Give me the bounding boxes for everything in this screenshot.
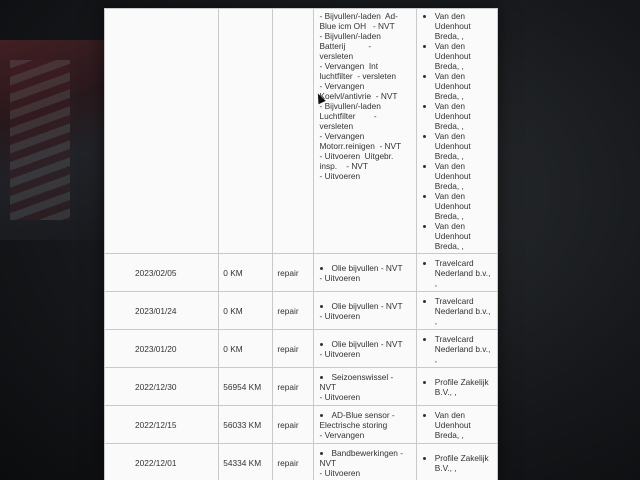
supplier-item [435,71,494,101]
task-line: - Uitvoeren [319,272,361,283]
km-cell: 56033 KM [219,406,273,444]
type-cell: repair [273,444,313,480]
type-cell: repair [273,368,313,406]
supplier-item [435,191,494,221]
supplier-line: • Van den [434,41,466,51]
table-row [105,9,498,254]
task-line: NVT - Uitvoeren [319,381,361,402]
km-cell: 0 KM [219,254,273,292]
date-cell: 2022/12/15 [105,406,219,444]
task-line: Olie bijvullen - NVT [331,338,403,349]
task-line: Motorr.reinigen - NVT [319,141,402,151]
task-line: NVT - Uitvoeren [319,457,361,478]
task-item [332,410,412,420]
supplier-line: • Van den [434,221,466,231]
table-row [105,368,498,406]
supplier-cell [416,406,497,444]
supplier-line: Breda, , [434,31,464,41]
tasks-cell [313,9,416,254]
tasks-cell [313,444,416,480]
task-line: luchtfilter - versleten [319,71,397,81]
task-line: Bandbewerkingen - [331,447,403,458]
tasks-cell [313,254,416,292]
table-row [105,406,498,444]
laptop-screen [104,8,498,480]
task-line: - Vervangen [319,81,365,91]
date-cell: 2022/12/01 [105,444,219,480]
task-line: Batterij - [319,41,372,51]
task-line: Seizoenswissel - [331,371,394,382]
supplier-line: • Van den [434,71,466,81]
supplier-line: • Van den [434,161,466,171]
supplier-line: Udenhout [434,171,471,181]
maintenance-history-table [104,8,498,480]
supplier-line: Udenhout [434,231,471,241]
task-line: - Uitvoeren [319,171,361,181]
supplier-cell [416,254,497,292]
supplier-item [435,101,494,131]
task-item [332,448,412,458]
task-line: Koelvl/antivrie - NVT [319,91,398,101]
type-cell: repair [273,406,313,444]
supplier-item [435,131,494,161]
supplier-line: Udenhout [434,51,471,61]
task-item [332,339,412,349]
table-row [105,292,498,330]
task-line: - Bijvullen/-laden [319,101,381,111]
supplier-item [435,161,494,191]
task-line: Olie bijvullen - NVT [331,262,403,273]
km-cell: 0 KM [219,330,273,368]
tasks-cell [313,406,416,444]
table-row [105,444,498,480]
supplier-cell [416,9,497,254]
task-line: - Vervangen [319,131,365,141]
type-cell: repair [273,330,313,368]
task-line: - Vervangen Int [319,61,379,71]
table-row [105,254,498,292]
task-line: versleten [319,51,354,61]
supplier-line: Udenhout [434,81,471,91]
table-row [105,330,498,368]
task-item [332,372,412,382]
supplier-line: • Van den [434,131,466,141]
supplier-item: • Van den Udenhout Breda, , [435,410,494,440]
supplier-line: • Van den [434,191,466,201]
type-cell: repair [273,292,313,330]
supplier-item: • Travelcard Nederland b.v., , [435,334,494,364]
supplier-item [435,221,494,251]
km-cell [219,9,273,254]
date-cell [105,9,219,254]
supplier-cell [416,292,497,330]
task-line: AD-Blue sensor - [331,409,395,420]
supplier-item: • Travelcard Nederland b.v., , [435,258,494,288]
supplier-line: Udenhout [434,111,471,121]
task-item [332,301,412,311]
task-line: - Bijvullen/-laden Ad- [319,11,398,21]
km-cell: 56954 KM [219,368,273,406]
km-cell: 0 KM [219,292,273,330]
supplier-line: Breda, , [434,91,464,101]
date-cell: 2023/02/05 [105,254,219,292]
tasks-cell [313,368,416,406]
task-line: insp. - NVT [319,161,368,171]
supplier-line: • Van den [434,101,466,111]
supplier-item: • Profile Zakelijk B.V., , [435,453,494,473]
supplier-line: Breda, , [434,181,464,191]
tasks-cell [313,330,416,368]
type-cell: repair [273,254,313,292]
supplier-line: Breda, , [434,211,464,221]
supplier-cell [416,444,497,480]
task-line: Luchtfilter - [319,111,377,121]
task-line: Blue icm OH - NVT [319,21,395,31]
supplier-item [435,11,494,41]
supplier-line: Udenhout [434,201,471,211]
supplier-line: Breda, , [434,241,464,251]
task-line: - Uitvoeren Uitgebr. [319,151,394,161]
supplier-item: • Travelcard Nederland b.v., , [435,296,494,326]
task-item [332,263,412,273]
date-cell: 2023/01/20 [105,330,219,368]
task-line: - Uitvoeren [319,310,361,321]
date-cell: 2023/01/24 [105,292,219,330]
supplier-line: Udenhout [434,21,471,31]
km-cell: 54334 KM [219,444,273,480]
tasks-cell [313,292,416,330]
supplier-line: Udenhout [434,141,471,151]
task-line: Electrische storing - Vervangen [319,419,388,440]
task-line: - Uitvoeren [319,348,361,359]
supplier-line: • Van den [434,11,466,21]
supplier-line: Breda, , [434,151,464,161]
supplier-line: Breda, , [434,121,464,131]
date-cell: 2022/12/30 [105,368,219,406]
supplier-item: • Profile Zakelijk B.V., , [435,377,494,397]
supplier-cell [416,330,497,368]
task-line: versleten [319,121,354,131]
task-line: - Bijvullen/-laden [319,31,381,41]
supplier-cell [416,368,497,406]
type-cell [273,9,313,254]
task-line: Olie bijvullen - NVT [331,300,403,311]
supplier-line: Breda, , [434,61,464,71]
background-flag [0,40,110,240]
supplier-item [435,41,494,71]
